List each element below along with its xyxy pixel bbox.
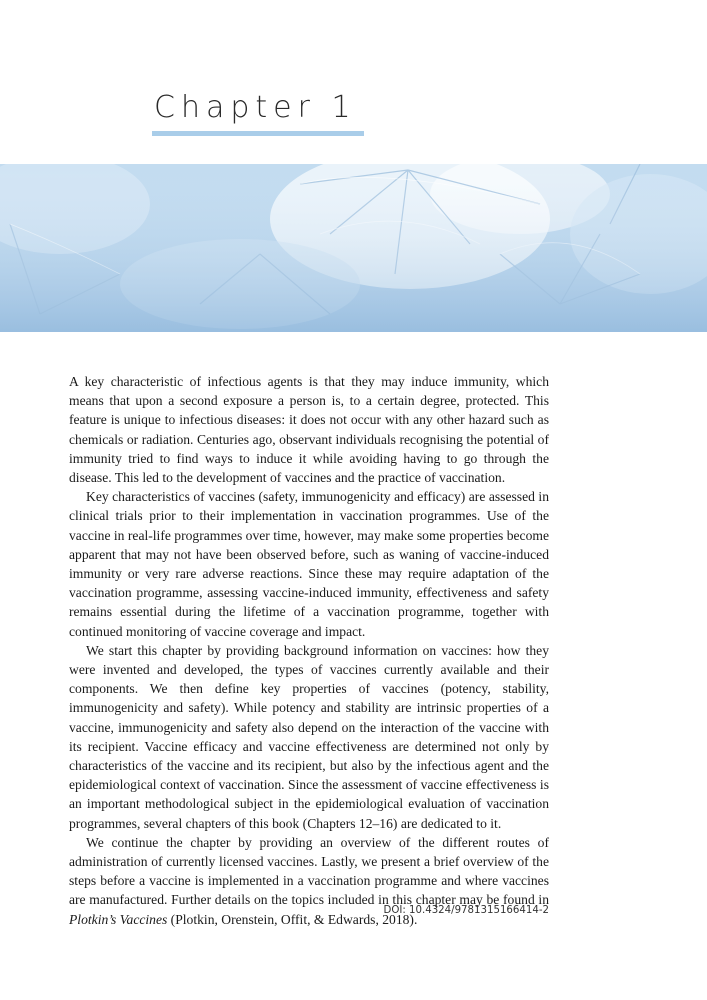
- book-title-citation: Plotkin’s Vaccines: [69, 911, 168, 927]
- chapter-body: [69, 372, 549, 929]
- paragraph-4-text-before: We continue the chapter by providing an overview of the different routes of administration of currently licensed vaccines. Lastly, we present a brief overview of the steps before a vaccine is implemented in a vaccination programme and where vaccines are manufactured. Further details on the topics included in this chapter may be found in: [69, 834, 549, 908]
- paragraph-1: A key characteristic of infectious agents is that they may induce immunity, which means that upon a second exposure a person is, to a certain degree, protected. This feature is unique to infectious diseases: it does not occur with any other hazard such as chemicals or radiation. Centuries ago, observant individuals recognising the potential of immunity tried to find ways to induce it while avoiding having to go through the disease. This led to the development of vaccines and the practice of vaccination.: [69, 374, 549, 486]
- chapter-banner: [0, 164, 707, 332]
- paragraph-4-text-after: (Plotkin, Orenstein, Offit, & Edwards, 2018).: [167, 911, 418, 927]
- paragraph-3: We start this chapter by providing background information on vaccines: how they were invented and developed, the types of vaccines currently available and their components. We then define key properties of vaccines (potency, stability, immunogenicity and safety). While potency and stability are intrinsic properties of a vaccine, immunogenicity and safety also depend on the interaction of the vaccine with its recipient. Vaccine efficacy and vaccine effectiveness are determined not only by characteristics of the vaccine and its recipient, but also by the infectious agent and the epidemiological context of vaccination. Since the assessment of vaccine effectiveness is an important methodological subject in the epidemiological evaluation of vaccination programmes, several chapters of this book (Chapters 12–16) are dedicated to it.: [69, 642, 549, 831]
- doi-footer: DOI: 10.4324/9781315166414-2: [383, 905, 549, 916]
- chapter-heading-rule: [152, 131, 364, 136]
- paragraph-2: Key characteristics of vaccines (safety, immunogenicity and efficacy) are assessed in clinical trials prior to their implementation in vaccination programmes. Use of the vaccine in real-life programmes over time, however, may make some properties become apparent that may not have been observed before, such as waning of vaccine-induced immunity or very rare adverse reactions. Since these may require adaptation of the vaccination programme, assessing vaccine-induced immunity, effectiveness and safety remains essential during the lifetime of a vaccination programme, together with continued monitoring of vaccine coverage and impact.: [69, 489, 549, 639]
- banner-illustration: [0, 164, 707, 332]
- chapter-number-heading: Chapter 1: [154, 90, 357, 125]
